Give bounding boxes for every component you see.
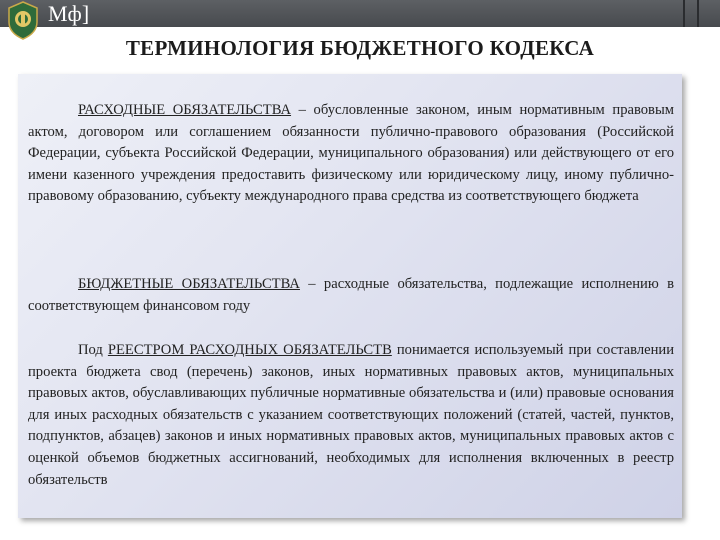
- definition-text: – расходные обязательства, подлежащие исполнению в соответствующем финансовом году: [28, 276, 674, 314]
- term-expenditure-obligations: РАСХОДНЫЕ ОБЯЗАТЕЛЬСТВА: [78, 102, 292, 118]
- header-bar: [0, 0, 720, 27]
- decor-lines: [678, 0, 712, 27]
- content-panel: [18, 74, 682, 518]
- definition-text: – обусловленные законом, иным нормативным правовым актом, договором или соглашением обязанности публично-правового образования (Российской Федерации, субъекта Российской Федерации, муниципального образования) или действующего от его имени казенного учреждения предоставить физическому или юридическому лицу, иному публично-правовому образованию, субъекту международного права средства из соответствующего бюджета: [28, 102, 674, 205]
- term-obligations-register: РЕЕСТРОМ РАСХОДНЫХ ОБЯЗАТЕЛЬСТВ: [107, 342, 392, 358]
- paragraph-prefix: Под: [78, 342, 108, 358]
- paragraph-expenditure-obligations: [28, 100, 674, 208]
- page-title: ТЕРМИНОЛОГИЯ БЮДЖЕТНОГО КОДЕКСА: [125, 36, 595, 60]
- emblem-icon: [6, 0, 40, 40]
- definition-text: понимается используемый при составлении проекта бюджета свод (перечень) законов, иных нормативных правовых актов, муниципальных правовых актов, обуславливающих публичные нормативные обязательства и (или) правовые основания для иных расходных обязательств с указанием соответствующих положений (статей, частей, пунктов, подпунктов, абзацев) законов и иных нормативных правовых актов, муниципальных правовых актов с оценкой объемов бюджетных ассигнований, необходимых для исполнения включенных в реестр обязательств: [28, 342, 675, 488]
- paragraph-obligations-register: [28, 340, 674, 491]
- term-budget-obligations: БЮДЖЕТНЫЕ ОБЯЗАТЕЛЬСТВА: [78, 276, 300, 292]
- brand-text: Мф]: [48, 1, 90, 26]
- paragraph-budget-obligations: [28, 274, 674, 317]
